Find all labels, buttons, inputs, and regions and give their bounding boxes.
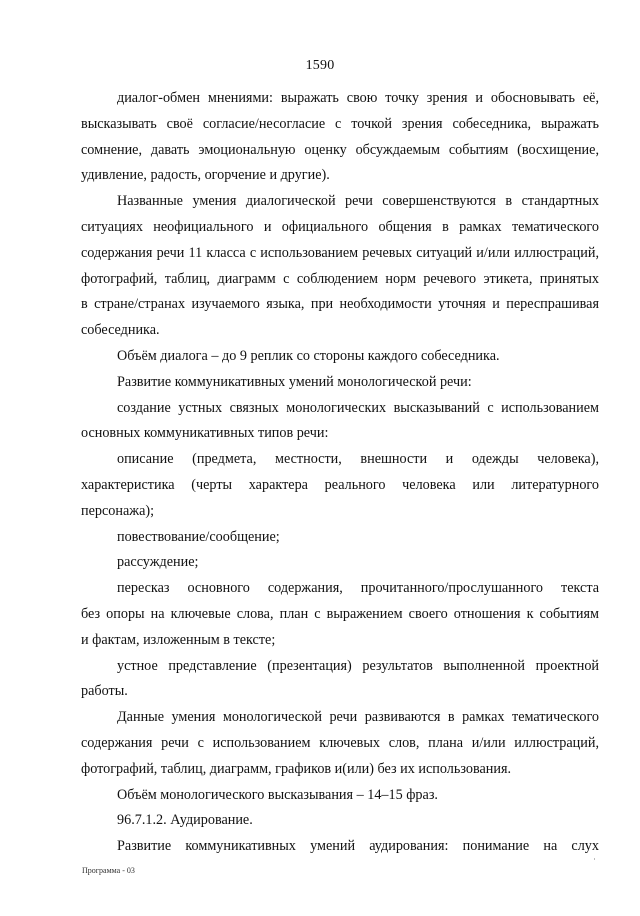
text-line: Развитие коммуникативных умений аудирования: понимание на слух — [117, 838, 599, 855]
text-line: устное представление (презентация) результатов выполненной проектной — [117, 657, 599, 674]
scan-speck — [594, 858, 595, 860]
text-line: фотографий, таблиц, диаграмм с соблюдением норм речевого этикета, принятых — [81, 270, 599, 287]
text-line: собеседника. — [81, 322, 160, 339]
text-line: ситуациях неофициального и официального общения в рамках тематического — [81, 218, 599, 235]
text-line: 96.7.1.2. Аудирование. — [117, 812, 253, 829]
text-line: высказывать своё согласие/несогласие с точкой зрения собеседника, выражать — [81, 115, 599, 132]
text-line: без опоры на ключевые слова, план с выражением своего отношения к событиям — [81, 605, 599, 622]
text-line: Развитие коммуникативных умений монологической речи: — [117, 373, 472, 390]
text-line: основных коммуникативных типов речи: — [81, 425, 329, 442]
text-line: Объём диалога – до 9 реплик со стороны каждого собеседника. — [117, 347, 500, 364]
text-line: в стране/странах изучаемого языка, при необходимости уточняя и переспрашивая — [81, 296, 599, 313]
footer-label: Программа - 03 — [82, 866, 135, 875]
text-line: пересказ основного содержания, прочитанного/прослушанного текста — [117, 580, 599, 597]
text-line: рассуждение; — [117, 554, 199, 571]
text-line: сомнение, давать эмоциональную оценку обсуждаемым событиям (восхищение, — [81, 141, 599, 158]
text-line: характеристика (черты характера реального человека или литературного — [81, 476, 599, 493]
text-line: содержания речи с использованием ключевых слов, плана и/или иллюстраций, — [81, 734, 599, 751]
text-line: удивление, радость, огорчение и другие). — [81, 167, 330, 184]
text-line: и фактам, изложенным в тексте; — [81, 631, 276, 648]
text-line: создание устных связных монологических высказываний с использованием — [117, 399, 599, 416]
text-line: Объём монологического высказывания – 14–15 фраз. — [117, 786, 438, 803]
body-text — [81, 86, 599, 860]
text-line: работы. — [81, 683, 128, 700]
text-line: повествование/сообщение; — [117, 528, 280, 545]
text-line: содержания речи 11 класса с использованием речевых ситуаций и/или иллюстраций, — [81, 244, 599, 261]
text-line: персонажа); — [81, 502, 155, 519]
text-line: диалог-обмен мнениями: выражать свою точку зрения и обосновывать её, — [117, 90, 599, 106]
text-line: Данные умения монологической речи развиваются в рамках тематического — [117, 709, 599, 726]
text-line: описание (предмета, местности, внешности и одежды человека), — [117, 451, 599, 468]
page-number: 1590 — [305, 58, 335, 73]
text-line: Названные умения диалогической речи совершенствуются в стандартных — [117, 193, 599, 210]
text-line: фотографий, таблиц, диаграмм, графиков и(или) без их использования. — [81, 760, 512, 777]
